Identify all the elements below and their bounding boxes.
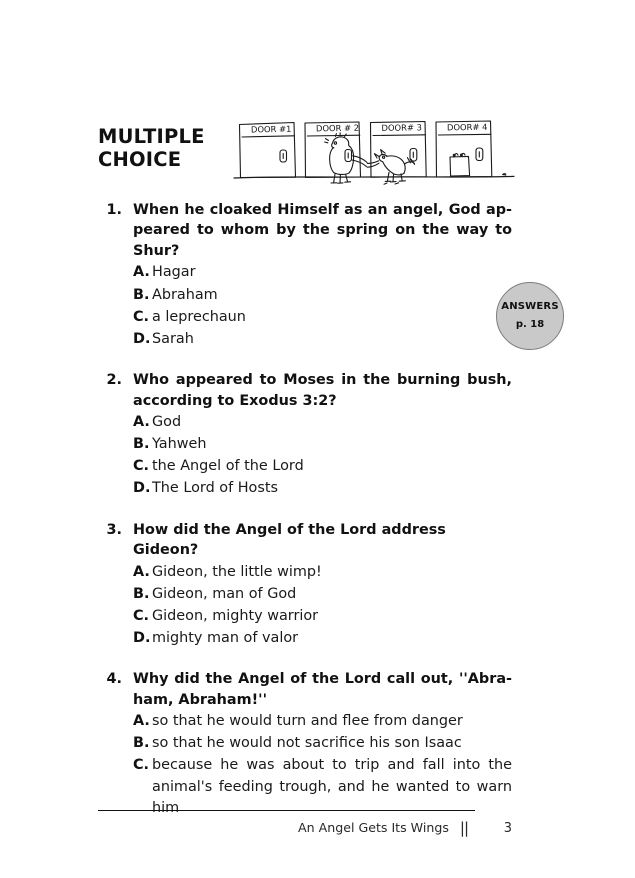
option-text: Hagar — [152, 264, 196, 281]
question-number: 4. — [106, 671, 122, 688]
option-text: Gideon, the little wimp! — [152, 563, 322, 580]
question-number: 1. — [106, 202, 122, 218]
option-text: God — [152, 413, 182, 430]
section-header — [98, 112, 516, 190]
option-list — [98, 711, 512, 819]
door-4-label: DOOR# 4 — [446, 121, 488, 133]
footer-chapter-title: An Angel Gets Its Wings — [298, 820, 449, 835]
option-text: Yahweh — [152, 436, 207, 453]
question-heading — [98, 370, 512, 411]
option-list — [98, 562, 512, 650]
option-text: because he was about to trip and fall into the animal's feeding trough, and he wanted to warn him — [152, 757, 512, 816]
option-letter: B. — [133, 585, 150, 602]
option-list — [98, 262, 512, 350]
option-letter: A. — [133, 413, 150, 430]
option-item[interactable] — [133, 562, 512, 583]
option-item[interactable] — [133, 733, 512, 754]
option-item[interactable] — [133, 456, 512, 477]
option-letter: A. — [133, 264, 150, 281]
answers-badge-page: p. 18 — [515, 318, 545, 330]
question-block — [98, 200, 512, 350]
doors-cartoon-illustration — [232, 112, 516, 190]
option-letter: B. — [133, 436, 150, 453]
option-text: the Angel of the Lord — [152, 458, 304, 475]
option-list — [98, 412, 512, 500]
option-text: mighty man of valor — [152, 630, 299, 647]
question-block — [98, 669, 512, 819]
option-letter: C. — [133, 458, 150, 475]
question-text: Who appeared to Moses in the burning bush, according to Exodus 3:2? — [133, 372, 512, 409]
option-item[interactable] — [133, 285, 512, 306]
door-3-label: DOOR# 3 — [381, 122, 422, 133]
option-item[interactable] — [133, 412, 512, 433]
option-letter: A. — [133, 563, 150, 580]
option-text: Sarah — [152, 330, 194, 347]
option-letter: B. — [133, 735, 150, 752]
option-item[interactable] — [133, 711, 512, 732]
option-item[interactable] — [133, 584, 512, 605]
question-text: When he cloaked Himself as an angel, God ap-peared to whom by the spring on the way to Shur? — [133, 202, 512, 259]
option-text: Abraham — [152, 286, 218, 303]
option-item[interactable] — [133, 434, 512, 455]
option-item[interactable] — [133, 307, 512, 328]
option-item[interactable] — [133, 478, 512, 499]
option-text: Gideon, mighty warrior — [152, 607, 319, 624]
option-item[interactable] — [133, 262, 512, 283]
question-block — [98, 520, 512, 650]
option-letter: D. — [133, 480, 151, 497]
option-letter: C. — [133, 308, 150, 325]
question-heading — [98, 520, 512, 561]
section-title-line-1: MULTIPLE — [98, 125, 205, 148]
page-footer — [98, 810, 512, 836]
option-item[interactable] — [133, 628, 512, 649]
question-heading — [98, 200, 512, 261]
answers-badge-title: ANSWERS — [501, 301, 559, 312]
footer-separator-icon: || — [459, 819, 468, 837]
question-heading — [98, 669, 512, 710]
option-text: so that he would not sacrifice his son Isaac — [152, 735, 462, 752]
option-letter: D. — [133, 330, 151, 347]
question-number: 3. — [106, 521, 122, 538]
cartoon-dog — [367, 150, 414, 185]
questions-list — [98, 200, 512, 820]
door-1-label: DOOR #1 — [250, 123, 292, 135]
option-letter: B. — [133, 286, 150, 303]
page-title — [98, 126, 248, 171]
option-text: so that he would turn and flee from danger — [152, 713, 463, 730]
footer-row — [98, 818, 512, 836]
question-block — [98, 370, 512, 500]
question-text: How did the Angel of the Lord address Gideon? — [133, 521, 446, 559]
option-letter: D. — [133, 630, 151, 647]
door-2-label: DOOR # 2 — [315, 122, 360, 134]
question-number: 2. — [106, 372, 122, 389]
option-text: Gideon, man of God — [152, 585, 297, 602]
section-title-line-2: CHOICE — [98, 147, 182, 171]
option-text: The Lord of Hosts — [152, 480, 278, 497]
option-item[interactable] — [133, 606, 512, 627]
option-letter: C. — [133, 757, 150, 774]
option-letter: A. — [133, 713, 150, 730]
footer-divider — [98, 810, 475, 811]
option-item[interactable] — [133, 329, 512, 350]
question-text: Why did the Angel of the Lord call out, ''Abra-ham, Abraham!'' — [133, 671, 512, 708]
option-text: a leprechaun — [152, 308, 246, 325]
footer-page-number: 3 — [503, 821, 512, 836]
option-letter: C. — [133, 607, 150, 624]
